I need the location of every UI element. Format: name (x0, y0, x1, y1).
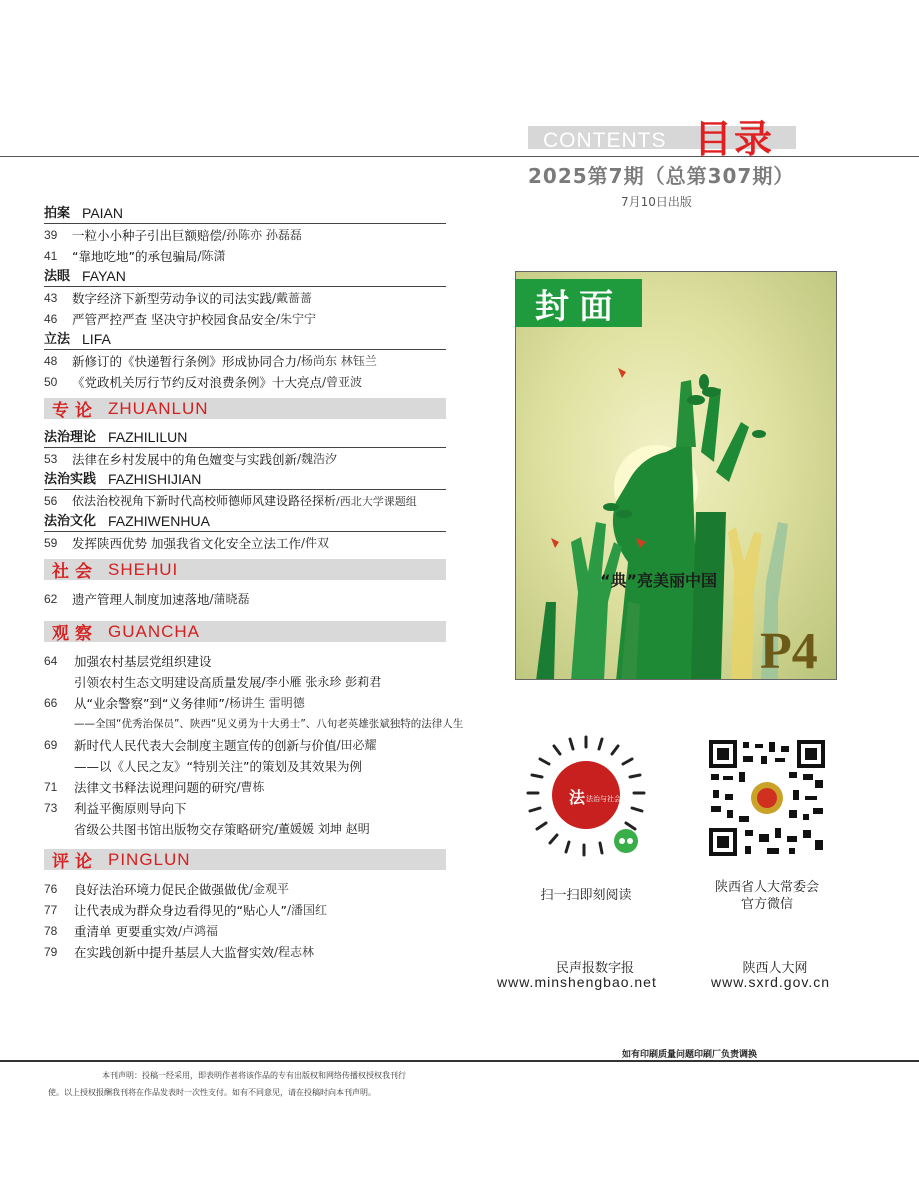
section-band-zhuanlun: 专论 ZHUANLUN (44, 398, 446, 419)
qr-right-caption: 陕西省人大常委会 官方微信 (714, 880, 819, 912)
publication-date: 7月10日出版 (621, 195, 692, 209)
table-of-contents (44, 203, 464, 962)
section-band-guancha: 观察 GUANCHA (44, 621, 446, 642)
toc-entry[interactable]: 59 发挥陕西优势 加强我省文化安全立法工作 /件双 (44, 535, 330, 551)
column-head-lifa: 立法 LIFA (44, 329, 446, 350)
cover-caption: “典”亮美丽中国 (600, 571, 718, 590)
contents-label: CONTENTS (543, 129, 667, 152)
toc-entry[interactable]: 77 让代表成为群众身边看得见的“贴心人” /潘国红 (44, 902, 327, 918)
wechat-qr-icon[interactable] (709, 740, 825, 856)
toc-entry[interactable]: 66 从“业余警察”到“义务律师” /杨讲生 雷明德 (44, 695, 305, 711)
toc-entry[interactable]: 76 良好法治环境力促民企做强做优 /金观平 (44, 881, 290, 897)
mini-program-qr-icon[interactable] (522, 733, 650, 861)
toc-entry[interactable]: 41 “靠地吃地”的承包骗局 /陈潇 (44, 248, 226, 264)
column-head-fazhililun: 法治理论 FAZHILILUN (44, 427, 446, 448)
toc-entry[interactable]: 53 法律在乡村发展中的角色嬗变与实践创新 /魏浩汐 (44, 451, 338, 467)
toc-entry[interactable]: 56 依法治校视角下新时代高校师德师风建设路径探析 /西北大学课题组 (44, 493, 417, 508)
column-head-paian: 拍案 PAIAN (44, 203, 446, 224)
toc-entry[interactable]: 78 重清单 更要重实效 /卢鸿福 (44, 923, 219, 939)
column-head-fazhishijian: 法治实践 FAZHISHIJIAN (44, 469, 446, 490)
toc-entry[interactable]: 71 法律文书释法说理问题的研究 /曹栋 (44, 779, 265, 795)
cover-image[interactable] (515, 271, 837, 680)
svg-text:法: 法 (569, 788, 586, 807)
toc-entry[interactable]: 48 新修订的《快递暂行条例》形成协同合力 /杨尚东 林钰兰 (44, 353, 377, 369)
issue-number: 2025第7期（总第307期） (528, 164, 795, 188)
svg-text:法治与社会: 法治与社会 (586, 795, 621, 803)
left-site-name: 民声报数字报 (555, 961, 634, 976)
right-site-url[interactable]: www.sxrd.gov.cn (711, 974, 830, 990)
top-rule (0, 156, 919, 157)
toc-entry-subtitle: ——以《人民之友》“特别关注”的策划及其效果为例 (74, 758, 362, 774)
copyright-statement: 本刊声明：投稿一经采用，即表明作者将该作品的专有出版权和网络传播权授权我刊行 使。以上授权报酬我刊将在作品发表时一次性支付。如有不同意见，请在投稿时向本刊声明。 (48, 1071, 406, 1097)
toc-entry[interactable]: 64 加强农村基层党组织建设 (44, 653, 212, 669)
page-title: 目录 (694, 117, 775, 161)
cover-illustration (516, 272, 837, 680)
toc-entry[interactable]: 69 新时代人民代表大会制度主题宣传的创新与价值 /田必耀 (44, 737, 377, 753)
toc-entry[interactable]: 62 遗产管理人制度加速落地 /蒲晓磊 (44, 591, 250, 607)
bottom-rule (0, 1060, 919, 1062)
left-site-url[interactable]: www.minshengbao.net (497, 974, 657, 990)
cover-page-ref: P4 (760, 623, 818, 680)
column-head-fazhiwenhua: 法治文化 FAZHIWENHUA (44, 511, 446, 532)
section-band-pinglun: 评论 PINGLUN (44, 849, 446, 870)
print-quality-note: 如有印刷质量问题印刷厂负责调换 (622, 1050, 758, 1060)
toc-entry[interactable]: 46 严管严控严查 坚决守护校园食品安全 /朱宁宁 (44, 311, 317, 327)
toc-entry[interactable]: 50 《党政机关厉行节约反对浪费条例》十大亮点 /曾亚波 (44, 374, 363, 390)
qr-left-caption: 扫一扫即刻阅读 (540, 888, 632, 903)
toc-entry[interactable]: 79 在实践创新中提升基层人大监督实效 /程志林 (44, 944, 315, 960)
cover-badge: 封面 (516, 279, 642, 327)
toc-entry[interactable]: 39 一粒小小种子引出巨额赔偿 /孙陈亦 孙磊磊 (44, 227, 302, 243)
toc-entry[interactable]: 73 利益平衡原则导向下 (44, 800, 187, 816)
section-band-shehui: 社会 SHEHUI (44, 559, 446, 580)
toc-entry-subtitle: 引领农村生态文明建设高质量发展 /李小雁 张永珍 彭莉君 (74, 674, 382, 690)
right-site-name: 陕西人大网 (742, 961, 808, 976)
toc-entry[interactable]: 43 数字经济下新型劳动争议的司法实践 /戴蔷蔷 (44, 290, 313, 306)
toc-entry-subtitle: 省级公共图书馆出版物交存策略研究 /董媛媛 刘坤 赵明 (74, 821, 370, 837)
toc-entry-subtitle: ——全国“优秀治保员”、陕西“见义勇为十大勇士”、八旬老英雄张斌独特的法律人生 (74, 718, 464, 730)
column-head-fayan: 法眼 FAYAN (44, 266, 446, 287)
